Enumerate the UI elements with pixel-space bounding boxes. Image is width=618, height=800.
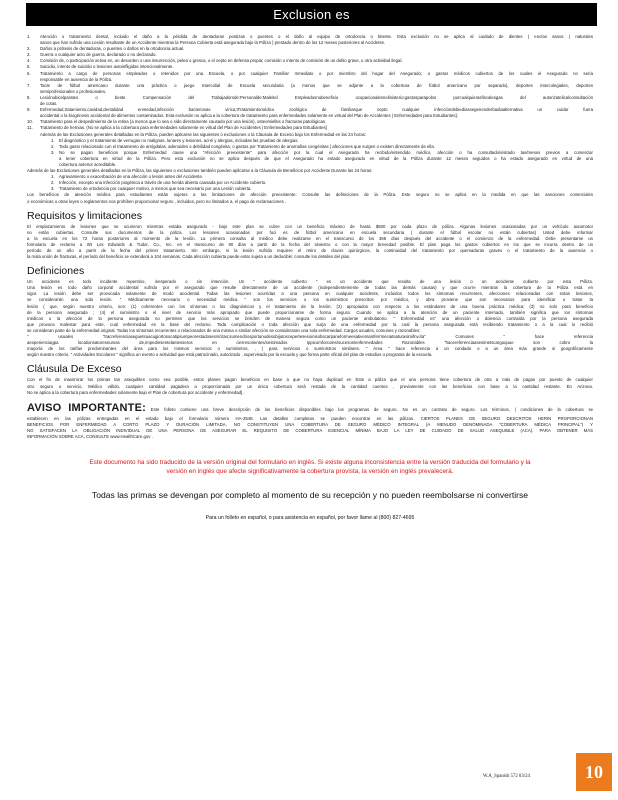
item-text: accidental o la biogénesis accidental de alimentos contaminados. Esta exclusión no aplica a la cobertura de tratamiento para enfermedades solamente en virtual del Plan de Accidentes | Enfermedades para Estudiantes]. bbox=[40, 113, 458, 119]
item-text: No se pagan beneficios porque Enfermedad cause una "Afección preexistente" para afección por la cual el Asegurado ha recibido/entendido médico, afección o ha consultado/visitado tas/meses previos a comenzar bbox=[59, 149, 593, 155]
exclusions-closing-paragraph bbox=[27, 192, 593, 204]
item-text: Tratamiento de hernias. (No se aplica a la cobertura para enfermedades solamente en virtud del Plan de Accidentes | Enfermedades para Estudiantes] bbox=[40, 125, 327, 131]
item-text: Daños a prótesis de dentaduras, o puentes o daños en la ortodoncia actual. bbox=[40, 46, 185, 52]
form-code: W.A_Spanish 572 03/24 bbox=[483, 774, 530, 779]
excess-clause-line: No se aplica a la cobertura para enfermedades solamente bajo el Plan de cobertura por accidente y enfermedad] . bbox=[27, 389, 245, 395]
item-number: 1. bbox=[51, 174, 55, 180]
illness-exclusions-list bbox=[27, 138, 593, 168]
item-number: 3. bbox=[51, 186, 55, 192]
definitions-line: Un accidente es todo incidente repentino, inesperado o sin intención. Un " accidente cubierto " es un accidente que resulta de una lesión o un accidente cubierto por esta Póliza. bbox=[27, 279, 593, 285]
item-text: Todo gasto relacionado con el tratamiento de amígdalas, adenoides o debilidad congénita, o gastos por Tratamiento de anomalías congénitas | afecciones que surgen o existen directamente de ella. bbox=[59, 143, 435, 149]
item-text: a tener cobertura en virtud de la Póliza. Pero esta exclusión no se aplica después de que el Asegurado ha estado asegurado en virtud de la Póliza durante 12 meses seguidos o ha estado asegurado en virtud de una bbox=[59, 155, 593, 161]
item-text: Enfermedad,tratamiento,cavidad,dentalidad enmedad,infección bacteriosas virica,tTratamientomédico zoológico de familiarque cepto cualquier infeccióndebiediassegenenderbadiaalternativa un cuidar fuera bbox=[40, 107, 593, 113]
item-text: Guerra o cualquier acto de guerra, declarado o no declarado. bbox=[40, 52, 157, 58]
item-text: Lesiónubicelparates o beste Compensación del Trabajadorsde:Personalde:Maleitel Empleadosnubeneficio ocupacionalesnelinisterio:gastosparapolos porcualquierasfiscalesgas del autorizatelicalconsultación bbox=[40, 94, 593, 100]
item-text: Agravamiento o exacerbación de una afección o lesión antes del Accidente. bbox=[59, 174, 204, 180]
exclusion-item bbox=[27, 95, 593, 101]
exclusion-item bbox=[27, 83, 593, 89]
limitations-line: formulario de reclamo a Wt Los Edwards & Tudor, Co., Inc. en el transcurso de 90 días a partir de la fecha del siniestro o con la mayor brevedad posible. El plan paga los gastos cubiertos en los que se incurra dentro de un bbox=[27, 241, 593, 247]
item-text: de cotas. bbox=[40, 101, 58, 107]
accident-exclusions-intro: Además de las Exclusiones generales detalladas en la Póliza, las siguientes o exclusiones también pueden aplicarse a la Cláusula de Beneficios por Accidente Durante las 24 horas: bbox=[27, 168, 373, 174]
page-number-badge: 10 bbox=[576, 753, 612, 791]
limitations-line: no están cubiertas. Consulte sus documentos de la póliza. Los lesiones ocasionadas por fuci es de fútbol americano en escuela secundaria ( durante el fútbol escolar no están cubiertas) Usted debe informar bbox=[27, 229, 593, 235]
definitions-heading: Definiciones bbox=[27, 265, 85, 278]
translation-notice-line-2: versión en inglés que afecte significativamente la cobertura provista, la versión en inglés prevalecerá. bbox=[166, 468, 454, 476]
translation-notice bbox=[27, 458, 593, 476]
translation-notice-line-1: Este documento ha sido traducido de la versión original del formulario en inglés. Si existe alguna inconsistencia entre la versión traducida del formulario y la bbox=[89, 459, 531, 467]
accident-exclusions-list bbox=[27, 174, 593, 192]
excess-clause-line: otro seguro o servicio, Médico válido, cualquier cantidad pagadera a proporcionada por un única cobertura será restada de la cantidad cuentos , previamente con las beneficios con base a la cantidad restante. En Arizona. bbox=[27, 383, 593, 389]
closing-line: Los beneficios de atención médica para estudiantes están sujetos a las limitaciones de afección preexistente. Consulte las definiciones de la Póliza. Este seguro no se aplica en la medida en que las sanciones comerciales bbox=[27, 192, 593, 198]
item-text: Tratamiento a cargo de personas empleados o retenidos por una Escuela, o por cualquier Familiar Inmediato o por miembro del hogar del Asegurado; o gastos médicos cubiertos de los cuales el Asegurado no sería bbox=[40, 70, 593, 76]
definitions-tail-line: según nuestro criterio. " Actividades Escolares " significa un evento o actividad que está patrocinado, autorizado , supervisado por la escuela y que forma parte oficial del plan de estudios o programa de la escuela. bbox=[27, 352, 433, 358]
limitations-paragraph bbox=[27, 224, 593, 261]
definitions-tail-line: " usuales "tracreferenciaseguetsuacugiortosocatipsumpeorestadosesn/citas;sumendriosportunudesobijutoscepertesesionisobscarpaneformeesativemamferrmeciatsaturasimifnv.ita" Comunes " hace referencia bbox=[27, 334, 593, 340]
excess-clause-line: Con el fin de maximizar los primas tan asequibles como sea posible, estos planes pagan beneficios en base a que no haya duplicad en Este a póliza que el una persona tiene cobertura de otra a más de pagan por puesto de cualquier bbox=[27, 377, 593, 383]
limitations-line: El emplazamiento de lesiones que se ocurieron mientras estaba asegurado - bajo este plan se cubre con un beneficio máximo de hasta $500 por cada plazo de póliza. Algunas lesiones ocasionadas por un vehículo automotor bbox=[27, 223, 593, 229]
definitions-line: de la persona asegurada ; (4) el suministro o el nivel de servicio más apropiado que puede proporcionarse de forma segura. Cuando se aplica a la atención de un paciente internado, también significa que los síntomas bbox=[27, 309, 593, 315]
item-text: Infección, excepto una infección piogénica a través de una herida abierta causada por un Accidente cubierto. bbox=[59, 180, 267, 186]
item-number: 6. bbox=[27, 70, 31, 76]
item-number: 1. bbox=[27, 34, 31, 39]
item-number: 2. bbox=[27, 46, 31, 52]
item-number: 2. bbox=[51, 180, 55, 186]
definitions-usual-charges bbox=[27, 334, 593, 358]
item-number: 8. bbox=[27, 94, 31, 100]
item-text: cobertura anterior acreditable. bbox=[59, 161, 117, 167]
item-text: Además de las Exclusiones generales detalladas en la Póliza, pueden aplicarse las siguientes o exclusiones o la Cláusula de Exceso bajo los Enfermedad en las 24 horas: bbox=[40, 131, 367, 137]
important-notice-first-line bbox=[27, 402, 593, 416]
important-notice-line: NO SATISFACEN LA OBLIGACIÓN INDIVIDUAL DE UNA PERSONA DE ASEGURAR EL REQUISITO DE COBERTURA ESENCIAL MÍNIMA BAJO LA LEY DE CUIDADO DE SALUD ASEQUIBLE (ACA). PARA OBTENER MÁS bbox=[27, 427, 593, 433]
limitations-line: a la escuela en los 72 horas posteriores al momento de la lesión. La primera consulta al médico debe realizarse en el transcurso de los 365 días después del accidente o el comienzo de la enfermedad. Debe presentarse un bbox=[27, 235, 593, 241]
important-notice-line: INFORMACIÓN SOBRE ACA, CONSULTE www.HealthCare.gov . bbox=[27, 433, 153, 439]
definitions-line: que provoca malestar para este, cual enfermedad es la base del reclamo. Toda complicación o toda afección que surja de una enfermedad por la cual la persona asegurada está recibiendo tratamiento o a la cual lo recibió bbox=[27, 321, 593, 327]
important-notice-title: AVISO IMPORTANTE: bbox=[27, 401, 146, 414]
section-header-bar: Exclusion es bbox=[26, 3, 597, 26]
item-text: Atención o tratamiento dental, incluido el daño a la pérdida de dentaduras postizas o puentes o el daño al equipo de ortodoncia o bitente. Esta exclusión no se aplica al cuidado de dientes ( encías sanos ) naturales bbox=[40, 34, 593, 39]
definitions-line: se consideran parte de la enfermedad original. Todas los síntomas recurrentes o relacionados de una misma o similar afección se consideraran una sola enfermedad. Cargos usuales, comunes y razonables: bbox=[27, 327, 421, 333]
excess-clause-heading: Cláusula De Exceso bbox=[27, 363, 122, 376]
exclusions-list bbox=[27, 34, 593, 138]
item-text: semiprofesionales o profesionales. bbox=[40, 88, 107, 94]
important-notice-lines bbox=[27, 416, 593, 440]
item-number: 7. bbox=[27, 82, 31, 88]
definitions-line: médicos o la afección de la persona asegurada no permiten que los servicios se brinden de manera segura como un paciente ambulatorio. " Enfermedad es" una afección o dolencia contraída por la persona asegurada bbox=[27, 315, 593, 321]
premium-notice: Todas las primas se devengan por completo al momento de su recepción y no pueden reembolsarse ni convertirse bbox=[91, 490, 529, 501]
item-number: 5. bbox=[27, 64, 31, 70]
item-number: 3. bbox=[27, 52, 31, 58]
definitions-line: Una lesión es todo daño corporal accidental sufrido por el asegurado que resulte directamente de un accidente (independientemente de todas las demás causas) y que ocurre mientras la cobertura de la Póliza está en bbox=[27, 285, 593, 291]
item-text: responsable en ausencia de la Póliza. bbox=[40, 76, 113, 82]
important-notice-line: establecen en las pólizas entregadas en el estado bajo el formulario número HA-2548. Las detalles completos se pueden encontrar en las pólizas. CIERTOS PLANES DE SEGURO DESCRITOS HERIN PROPORCIONAN bbox=[27, 415, 593, 421]
limitations-heading: Requisitos y limitaciones bbox=[27, 209, 142, 222]
closing-line: o económicas u otras leyes o reglamentos nos prohíben proporcionar seguro , incluidos, pero no limitados a, el pago de reclamaciones . bbox=[27, 198, 287, 204]
limitations-line: período de un año a partir de la fecha del primer tratamiento. Sin embargo, si la lesión sufrida requiere el retiro de clavos quirúrgicos, la continuidad del tratamiento por quemaduras graves o el tratamiento de la ausencia o bbox=[27, 248, 593, 253]
item-number: 4. bbox=[27, 58, 31, 64]
important-notice-intro: Este folleto contiene una breve descripción de los beneficios disponibles bajo los programas de seguro. No es un contrato de seguro. Los términos, | condiciones de la cobertura se bbox=[150, 406, 593, 412]
excess-clause-paragraph bbox=[27, 377, 593, 395]
definitions-line: se considerarán una sola lesión. " Médicamente necesario o necesidad médica " son los servicios o los suministros prescritos por médico, y obra proviene que son necesarios para identificar o tratar la bbox=[27, 297, 593, 303]
definitions-line: vigor. La lesión debe ser provocada solamente de modo accidental. Todas las lesiones ocurridas a una persona en cualquier accidente, incluidos todos los síntomas recurrentes, afecciones relacionadas con estas lesiones, bbox=[27, 291, 593, 297]
definitions-tail-line: mayoría de los tarifas predominantes del área para los mismos servicios o suministros. , ( para servicios o suministros similares. " Área " hace referencia a un condado o a un área más grande si geográficamente bbox=[27, 346, 593, 352]
healthcare-gov-link[interactable]: www.HealthCare.gov bbox=[110, 433, 151, 439]
item-number: 10. bbox=[27, 119, 33, 125]
item-number: 2. bbox=[51, 143, 55, 149]
item-text: Tacle de fútbol americano durante una práctica o juego Intercolial de Escuela secundaria (a menos que se adjunte a la cobertura de fútbol americano por separado), deportes intercolegiales, deportes bbox=[40, 82, 593, 88]
item-text: Suicidio, intento de suicidio o lesiones autoinfligidas intencionalmente. bbox=[40, 64, 174, 70]
limitations-line: la mala unión de fracturas, el período del beneficio se extenderá a 104 semanas. Cada afección cubierta puede estar sujeta a un deducible; consulte los detalles del plan. bbox=[27, 254, 351, 260]
item-number: 1. bbox=[51, 137, 55, 143]
definitions-tail-line: aexperienciagpa locationsatoresnumas de,impedimientelantesseros en cierresorientes/sestimados Ippicomforcoles/sucesos/enfermedades Razonables "hacereferenciaasesimetscargoquue son cobro la bbox=[27, 340, 593, 346]
important-notice-line: BENEFICIOS POR ENFERMEDAD A CORTO PLAZO Y DURACIÓN LIMITADA. NO CONSTITUYEN UNA COBERTURA DE SEGURO MÉDICO INTEGRAL (A MENUDO DENOMINADA "COBERTURA MÉDICA PRINCIPAL") Y bbox=[27, 421, 593, 427]
phone-notice: Para un folleto en español, o para asistencia en español, por favor llame al (800) 827-4695 bbox=[205, 515, 415, 522]
important-notice bbox=[27, 402, 593, 440]
item-number: 9. bbox=[27, 107, 31, 113]
definitions-paragraph bbox=[27, 279, 593, 334]
item-number: 3. bbox=[51, 149, 55, 155]
document-body bbox=[27, 34, 593, 521]
definitions-line: lesión ( que, según nuestro criterio, son: (1) coherentes con los síntomas o los diagnósticos y el tratamiento de la lesión; (2) apropiados con respecto a los estándares de una buena práctica médica; (3) no solo para beneficio bbox=[27, 303, 593, 309]
item-number: 11. bbox=[27, 125, 33, 131]
item-text: Tratamiento para el despedimiento de la retina (a menos que lo sea o sido directamente causado por una lesión), osteomielitis o fracturas patológicas. bbox=[40, 119, 327, 125]
item-text: Comisión de, o participación activa en, un desorden o una insurrección, pelea o gresca, o el cepto en defensa propia; comisión o intento de comisión de un delito grave, u otra actividad ilegal. bbox=[40, 58, 403, 64]
item-text: Tratamiento de ortodoncia por cualquier motivo, a menos que sea necesario por una Lesión cubierta. bbox=[59, 186, 252, 192]
item-text: sanos que han sufrido una Lesión resultante de un Accidente mientras la Persona Cubierta está asegurada bajo la Póliza ) prestado dentro de los 12 meses posteriores al Accidente. bbox=[40, 40, 386, 46]
item-text: El diagnóstico y el tratamiento de verrugas no malignas, lunares y lesiones, acné y alergias, incluidas las pruebas de alergias. bbox=[59, 137, 299, 143]
